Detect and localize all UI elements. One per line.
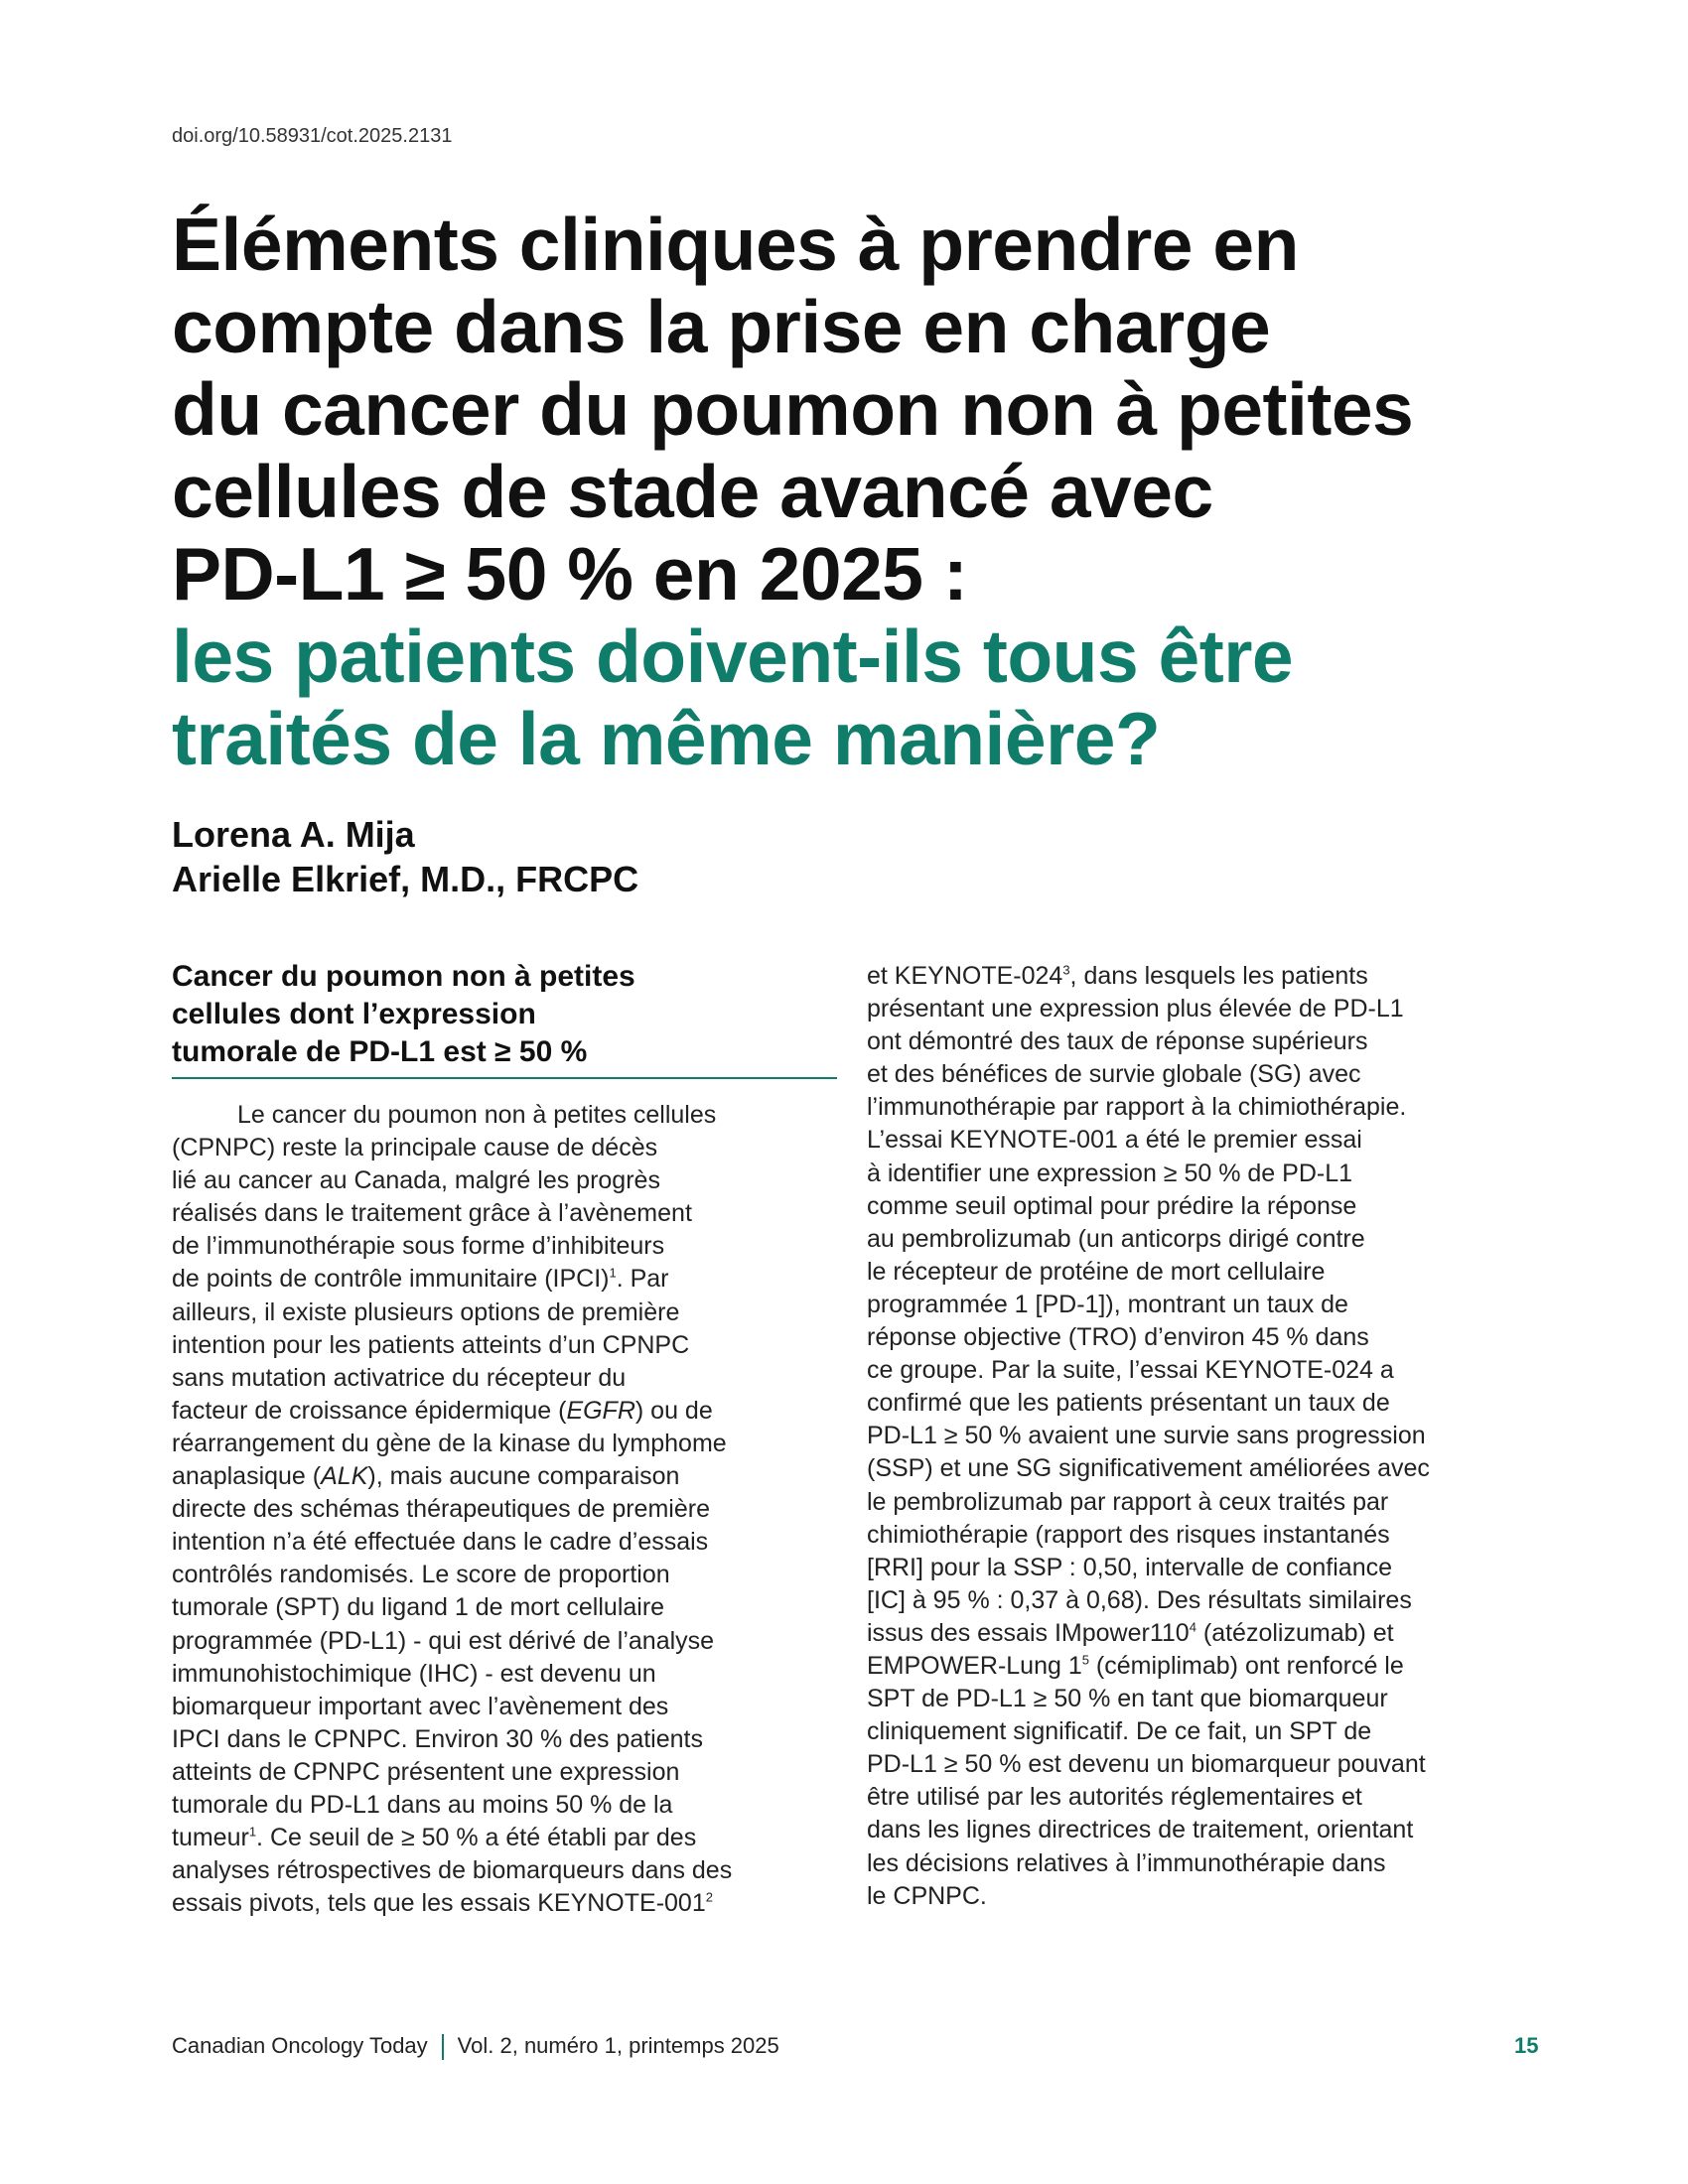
body-line: PD-L1 ≥ 50 % est devenu un biomarqueur pouvant: [867, 1750, 1426, 1779]
body-line: [867, 1650, 1552, 1683]
body-text: , dans lesquels les patients: [1069, 962, 1368, 990]
body-line: l’immunothérapie par rapport à la chimiothérapie.: [867, 1093, 1407, 1122]
body-text: (atézolizumab) et: [1196, 1618, 1394, 1647]
article-title: [172, 204, 1542, 780]
body-line: [RRI] pour la SSP : 0,50, intervalle de confiance: [867, 1553, 1393, 1581]
footer-divider: [442, 2034, 444, 2060]
body-line: analyses rétrospectives de biomarqueurs dans des: [172, 1856, 733, 1885]
body-text: issus des essais IMpower110: [867, 1618, 1190, 1647]
journal-name: Canadian Oncology Today: [172, 2033, 428, 2058]
body-paragraph: [172, 1099, 857, 1920]
body-line: comme seuil optimal pour prédire la réponse: [867, 1191, 1357, 1220]
body-text: ) ou de: [634, 1396, 713, 1425]
body-text: . Par: [616, 1265, 669, 1294]
body-line: PD-L1 ≥ 50 % avaient une survie sans progression: [867, 1422, 1426, 1450]
body-text: facteur de croissance épidermique (: [172, 1396, 567, 1425]
issue-info: Vol. 2, numéro 1, printemps 2025: [457, 2033, 779, 2058]
citation-ref[interactable]: 2: [705, 1889, 713, 1905]
citation-ref[interactable]: 5: [1081, 1652, 1089, 1668]
footer: [172, 2033, 779, 2060]
citation-ref[interactable]: 3: [1062, 962, 1070, 978]
body-line: le récepteur de protéine de mort cellulaire: [867, 1257, 1326, 1286]
body-text: (cémiplimab) ont renforcé le: [1088, 1651, 1404, 1680]
author-list: [172, 812, 638, 901]
body-line: et des bénéfices de survie globale (SG) avec: [867, 1060, 1361, 1089]
subtitle-line: les patients doivent-ils tous être: [172, 614, 1294, 698]
body-line: ailleurs, il existe plusieurs options de première: [172, 1297, 680, 1326]
body-line: être utilisé par les autorités réglementaires et: [867, 1783, 1362, 1812]
body-line: [867, 1617, 1552, 1650]
body-line: le pembrolizumab par rapport à ceux traités par: [867, 1487, 1389, 1516]
page-number: 15: [1514, 2033, 1539, 2058]
body-line: immunohistochimique (IHC) - est devenu un: [172, 1659, 656, 1688]
body-line: Le cancer du poumon non à petites cellules: [237, 1101, 717, 1129]
section-heading-line: Cancer du poumon non à petites: [172, 960, 635, 993]
title-line: compte dans la prise en charge: [172, 285, 1271, 368]
left-column: [172, 958, 857, 1920]
body-line: programmée 1 [PD-1]), montrant un taux de: [867, 1290, 1348, 1318]
gene-name: ALK: [321, 1462, 368, 1491]
body-line: directe des schémas thérapeutiques de première: [172, 1495, 710, 1524]
body-text: anaplasique (: [172, 1462, 322, 1491]
body-line: réponse objective (TRO) d’environ 45 % dans: [867, 1323, 1369, 1352]
body-line: le CPNPC.: [867, 1881, 987, 1910]
subtitle-line: traités de la même manière?: [172, 697, 1161, 780]
right-column: [867, 960, 1552, 1913]
body-line: contrôlés randomisés. Le score de proportion: [172, 1561, 670, 1589]
body-line: SPT de PD-L1 ≥ 50 % en tant que biomarqueur: [867, 1685, 1388, 1713]
body-text: essais pivots, tels que les essais KEYNOTE-001: [172, 1889, 706, 1918]
body-line: [172, 1460, 857, 1493]
body-line: ce groupe. Par la suite, l’essai KEYNOTE-024 a: [867, 1356, 1394, 1385]
body-line: (SSP) et une SG significativement améliorées avec: [867, 1454, 1430, 1483]
author-name: Arielle Elkrief, M.D., FRCPC: [172, 859, 639, 899]
body-line: lié au cancer au Canada, malgré les progrès: [172, 1166, 660, 1195]
body-line: tumorale du PD-L1 dans au moins 50 % de la: [172, 1790, 673, 1819]
body-text: EMPOWER-Lung 1: [867, 1651, 1082, 1680]
body-line: intention pour les patients atteints d’un CPNPC: [172, 1330, 690, 1359]
body-text: de points de contrôle immunitaire (IPCI): [172, 1265, 610, 1294]
body-line: sans mutation activatrice du récepteur du: [172, 1363, 627, 1392]
title-line: du cancer du poumon non à petites: [172, 367, 1414, 451]
body-text: . Ce seuil de ≥ 50 % a été établi par des: [256, 1824, 697, 1852]
title-line: cellules de stade avancé avec: [172, 450, 1213, 533]
section-heading: [172, 958, 837, 1079]
body-line: réalisés dans le traitement grâce à l’avènement: [172, 1199, 692, 1228]
author-name: Lorena A. Mija: [172, 814, 415, 855]
body-line: intention n’a été effectuée dans le cadre d’essais: [172, 1528, 709, 1557]
gene-name: EGFR: [566, 1396, 635, 1425]
body-line: [172, 1263, 857, 1296]
body-line: atteints de CPNPC présentent une expression: [172, 1757, 680, 1786]
body-line: [172, 1822, 857, 1854]
body-line: les décisions relatives à l’immunothérapie dans: [867, 1848, 1386, 1877]
body-line: [867, 960, 1552, 993]
citation-ref[interactable]: 4: [1189, 1619, 1196, 1635]
body-line: ont démontré des taux de réponse supérieurs: [867, 1027, 1368, 1056]
body-line: à identifier une expression ≥ 50 % de PD-L1: [867, 1159, 1353, 1187]
body-line: L’essai KEYNOTE-001 a été le premier essai: [867, 1126, 1362, 1155]
body-line: programmée (PD-L1) - qui est dérivé de l’analyse: [172, 1626, 715, 1655]
section-heading-line: cellules dont l’expression: [172, 998, 536, 1030]
body-line: tumorale (SPT) du ligand 1 de mort cellulaire: [172, 1593, 665, 1622]
body-line: cliniquement significatif. De ce fait, un SPT de: [867, 1717, 1372, 1746]
body-text: et KEYNOTE-024: [867, 962, 1063, 990]
section-heading-line: tumorale de PD-L1 est ≥ 50 %: [172, 1035, 588, 1068]
body-line: [IC] à 95 % : 0,37 à 0,68). Des résultats similaires: [867, 1585, 1412, 1614]
title-line: Éléments cliniques à prendre en: [172, 203, 1299, 286]
body-line: dans les lignes directrices de traitement, orientant: [867, 1816, 1414, 1844]
body-line: de l’immunothérapie sous forme d’inhibiteurs: [172, 1232, 665, 1261]
body-line: confirmé que les patients présentant un taux de: [867, 1389, 1390, 1418]
body-line: [172, 1887, 857, 1920]
doi-link[interactable]: doi.org/10.58931/cot.2025.2131: [172, 125, 453, 147]
body-line: (CPNPC) reste la principale cause de décès: [172, 1134, 658, 1162]
body-line: [172, 1395, 857, 1428]
body-line: au pembrolizumab (un anticorps dirigé contre: [867, 1224, 1365, 1253]
citation-ref[interactable]: 1: [609, 1266, 617, 1282]
body-text: ), mais aucune comparaison: [367, 1462, 680, 1491]
body-line: présentant une expression plus élevée de PD-L1: [867, 995, 1404, 1024]
body-line: IPCI dans le CPNPC. Environ 30 % des patients: [172, 1724, 703, 1753]
body-line: chimiothérapie (rapport des risques instantanés: [867, 1520, 1390, 1549]
body-text: tumeur: [172, 1824, 249, 1852]
title-line: PD-L1 ≥ 50 % en 2025 :: [172, 532, 968, 615]
body-line: biomarqueur important avec l’avènement des: [172, 1692, 669, 1720]
citation-ref[interactable]: 1: [248, 1824, 257, 1840]
body-line: réarrangement du gène de la kinase du lymphome: [172, 1429, 727, 1457]
